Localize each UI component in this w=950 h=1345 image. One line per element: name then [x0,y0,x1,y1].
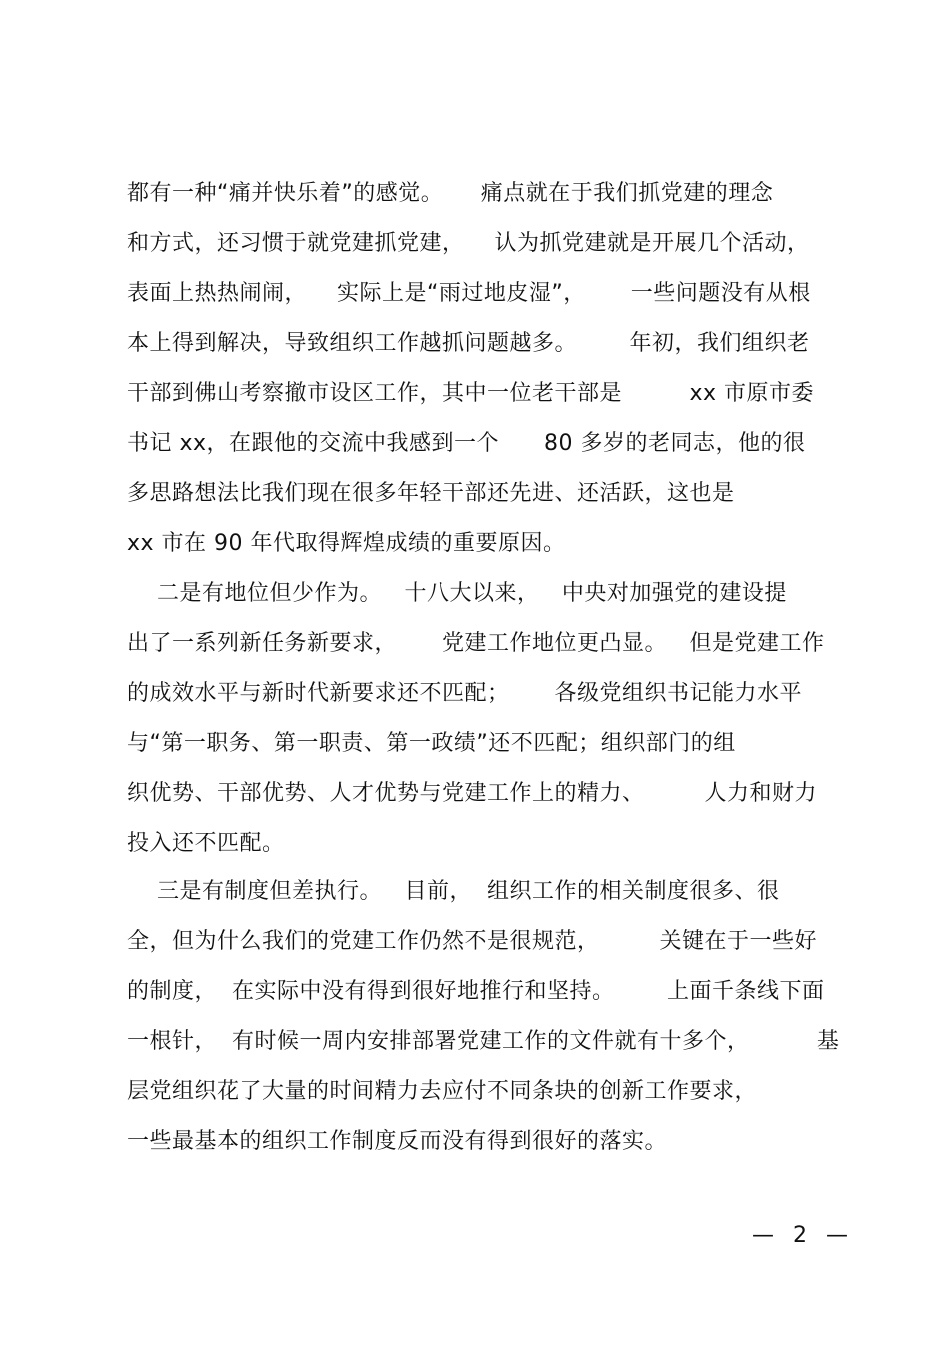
paragraph-1-line-3: 表面上热热闹闹， 实际上是“雨过地皮湿”， 一些问题没有从根 [127,281,811,306]
paragraph-3-line-5: 层党组织花了大量的时间精力去应付不同条块的创新工作要求， [127,1079,758,1104]
paragraph-3-line-1: 三是有制度但差执行。 目前， 组织工作的相关制度很多、很 [127,879,780,904]
paragraph-3-line-6: 一些最基本的组织工作制度反而没有得到很好的落实。 [127,1129,668,1154]
paragraph-1-line-4: 本上得到解决，导致组织工作越抓问题越多。 年初，我们组织老 [127,331,810,356]
paragraph-1-line-2: 和方式，还习惯于就党建抓党建， 认为抓党建就是开展几个活动， [127,231,810,256]
paragraph-2-line-4: 与“第一职务、第一职责、第一政绩”还不匹配；组织部门的组 [127,731,736,756]
paragraph-2-line-6: 投入还不匹配。 [127,831,285,856]
paragraph-1-line-1: 都有一种“痛并快乐着”的感觉。 痛点就在于我们抓党建的理念 [127,181,774,206]
paragraph-2-line-5: 织优势、干部优势、人才优势与党建工作上的精力、 人力和财力 [127,781,817,806]
paragraph-2-line-1: 二是有地位但少作为。 十八大以来， 中央对加强党的建设提 [127,581,787,606]
paragraph-1-line-6: 书记 xx，在跟他的交流中我感到一个 80 多岁的老同志，他的很 [127,431,806,456]
paragraph-2-line-2: 出了一系列新任务新要求， 党建工作地位更凸显。 但是党建工作 [127,631,825,656]
paragraph-3-line-3: 的制度， 在实际中没有得到很好地推行和坚持。 上面千条线下面 [127,979,825,1004]
paragraph-2-line-3: 的成效水平与新时代新要求还不匹配； 各级党组织书记能力水平 [127,681,802,706]
paragraph-3-line-2: 全，但为什么我们的党建工作仍然不是很规范， 关键在于一些好 [127,929,817,954]
paragraph-1-line-8: xx 市在 90 年代取得辉煌成绩的重要原因。 [127,531,566,556]
page-number: — 2 — [752,1223,854,1248]
paragraph-3-line-4: 一根针， 有时候一周内安排部署党建工作的文件就有十多个， 基 [127,1029,840,1054]
paragraph-1-line-7: 多思路想法比我们现在很多年轻干部还先进、还活跃，这也是 [127,481,735,506]
paragraph-1-line-5: 干部到佛山考察撤市设区工作，其中一位老干部是 xx 市原市委 [127,381,814,406]
